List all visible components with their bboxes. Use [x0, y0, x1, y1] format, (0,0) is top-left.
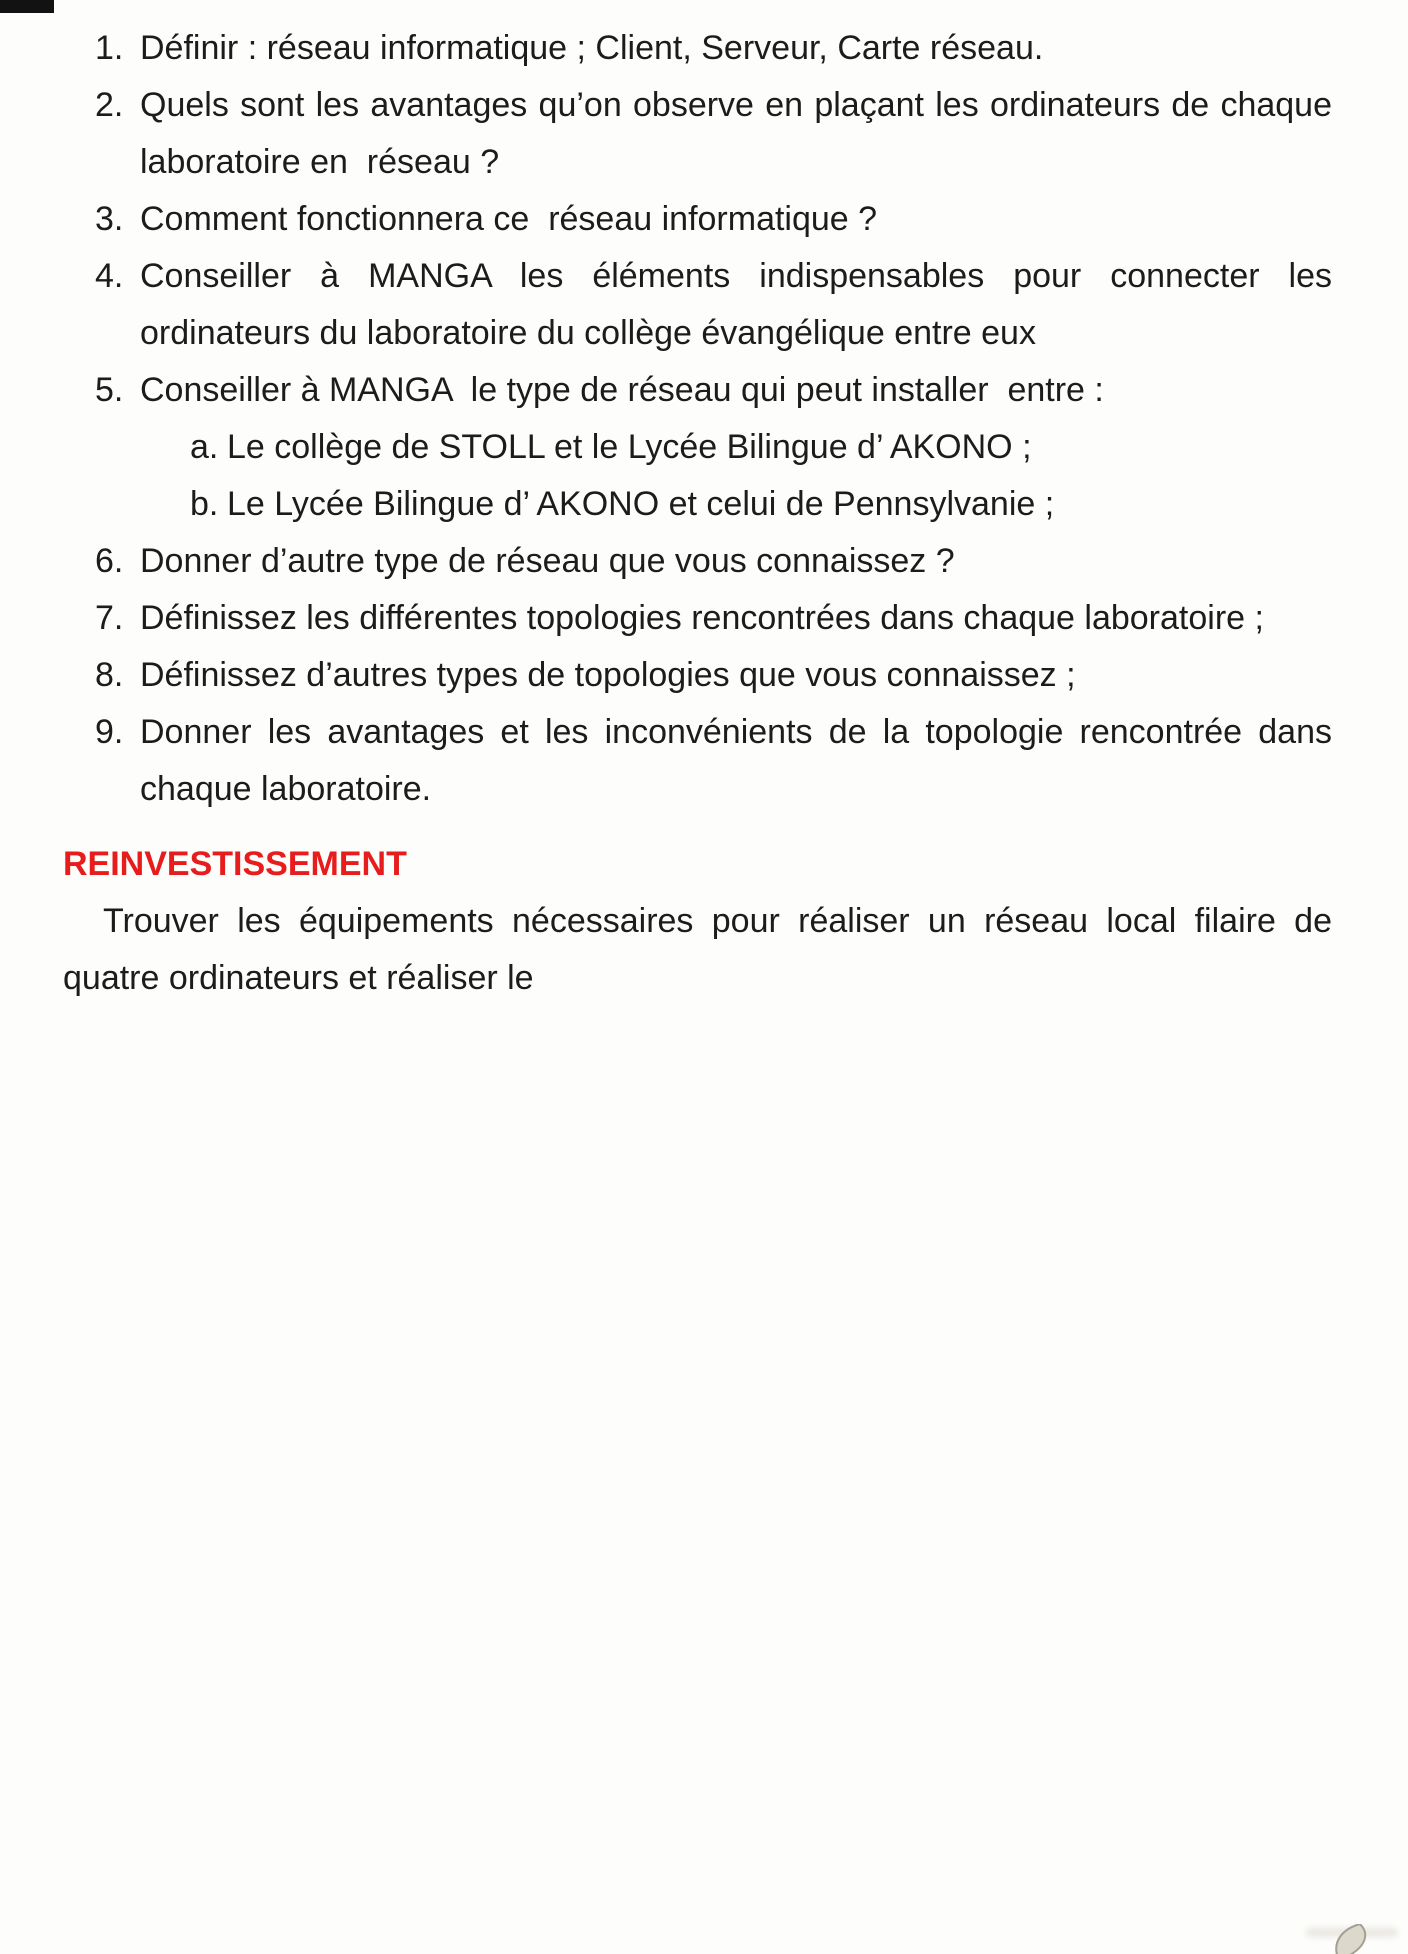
question-number: 8. [95, 656, 124, 694]
question-line: Définissez les différentes topologies rencontrées dans chaque laboratoire ; [140, 599, 1264, 637]
question-number: 9. [95, 713, 124, 751]
sub-question-letter: b. [190, 485, 219, 523]
sub-question-item [63, 476, 1332, 533]
question-line: Le Lycée Bilingue d’ AKONO et celui de Pennsylvanie ; [227, 485, 1055, 523]
scan-artifact-corner-mark [0, 0, 54, 13]
question-line: Conseiller à MANGA les éléments indispensables pour connecter les [140, 257, 1332, 295]
question-number: 4. [95, 257, 124, 295]
question-item [63, 191, 1332, 248]
item-lines [140, 533, 1332, 590]
question-line: Le collège de STOLL et le Lycée Bilingue d’ AKONO ; [227, 428, 1032, 466]
question-item [63, 647, 1332, 704]
question-line: laboratoire en réseau ? [140, 143, 500, 181]
question-item [63, 533, 1332, 590]
item-lines [227, 476, 1332, 533]
item-lines [140, 20, 1332, 77]
question-item [63, 362, 1332, 419]
question-line: Définir : réseau informatique ; Client, Serveur, Carte réseau. [140, 29, 1044, 67]
item-lines [140, 704, 1332, 818]
question-line: Comment fonctionnera ce réseau informatique ? [140, 200, 878, 238]
paragraph-line: quatre ordinateurs et réaliser le [63, 959, 534, 997]
item-lines [140, 590, 1332, 647]
question-number: 6. [95, 542, 124, 580]
item-lines [140, 77, 1332, 191]
paragraph-line: Trouver les équipements nécessaires pour réaliser un réseau local filaire de [103, 902, 1332, 940]
reinvestissement-paragraph [63, 893, 1332, 1007]
question-number: 7. [95, 599, 124, 637]
item-lines [227, 419, 1332, 476]
watermark-area [1208, 1874, 1408, 1954]
question-number: 1. [95, 29, 124, 67]
item-lines [140, 647, 1332, 704]
question-number: 3. [95, 200, 124, 238]
question-item [63, 590, 1332, 647]
question-item [63, 248, 1332, 362]
watermark-leaf-swoosh-icon [1330, 1924, 1378, 1954]
sub-question-letter: a. [190, 428, 219, 466]
question-number: 5. [95, 371, 124, 409]
question-line: Conseiller à MANGA le type de réseau qui peut installer entre : [140, 371, 1104, 409]
question-line: ordinateurs du laboratoire du collège évangélique entre eux [140, 314, 1036, 352]
item-lines [140, 191, 1332, 248]
item-lines [140, 362, 1332, 419]
sub-question-item [63, 419, 1332, 476]
question-item [63, 20, 1332, 77]
question-item [63, 704, 1332, 818]
question-line: Donner d’autre type de réseau que vous connaissez ? [140, 542, 955, 580]
question-number: 2. [95, 86, 124, 124]
question-line: chaque laboratoire. [140, 770, 432, 808]
question-line: Définissez d’autres types de topologies que vous connaissez ; [140, 656, 1076, 694]
section-heading-reinvestissement: REINVESTISSEMENT [63, 845, 407, 883]
question-item [63, 77, 1332, 191]
question-list [63, 20, 1332, 818]
watermark-streak [1306, 1928, 1398, 1937]
question-line: Donner les avantages et les inconvénients de la topologie rencontrée dans [140, 713, 1332, 751]
question-line: Quels sont les avantages qu’on observe en plaçant les ordinateurs de chaque [140, 86, 1332, 124]
document-content [63, 20, 1332, 1007]
item-lines [140, 248, 1332, 362]
